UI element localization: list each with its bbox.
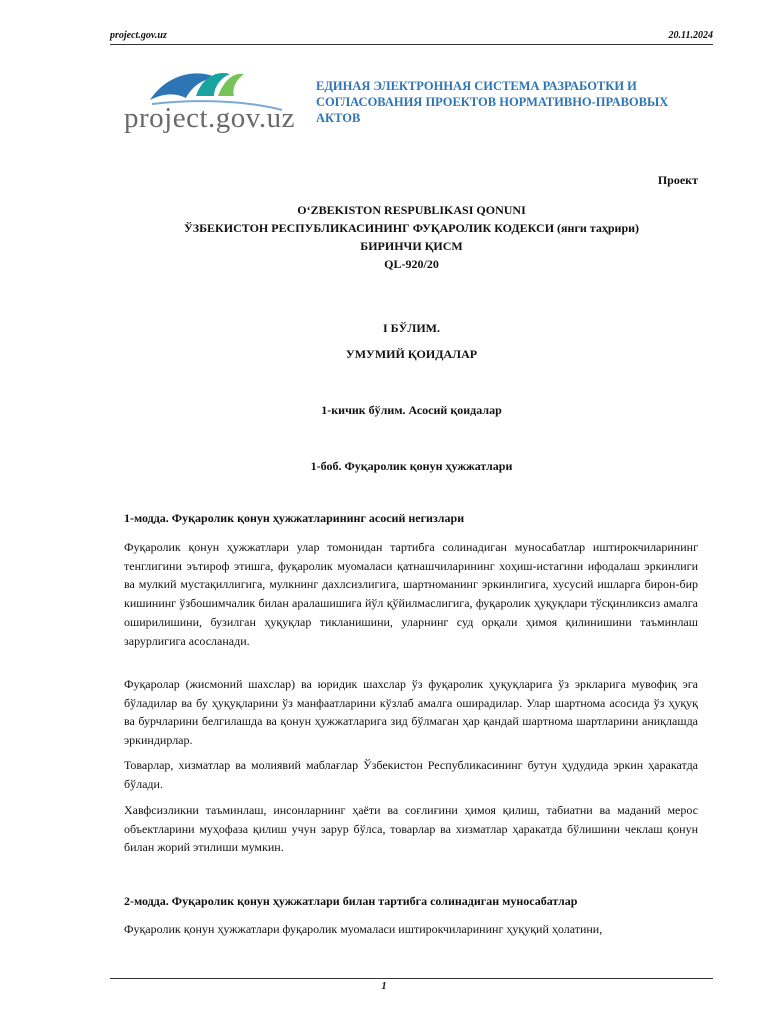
section-number: I БЎЛИМ. <box>382 321 440 335</box>
title-line: БИРИНЧИ ҚИСМ <box>360 239 463 253</box>
chapter-title: 1-боб. Фуқаролик қонун ҳужжатлари <box>310 459 513 473</box>
title-line: QL-920/20 <box>384 257 439 271</box>
header-divider <box>110 44 713 45</box>
draft-label: Проект <box>657 173 698 187</box>
paragraph: Фуқаролар (жисмоний шахслар) ва юридик шахслар ўз фуқаролик ҳуқуқларига ўз эркларига мувофиқ эга бўладилар ва бу ҳуқуқларини ўз манфаатларини кўзлаб амалга оширадилар. Улар шартнома асосида ўз ҳуқуқ ва бурчларини белгилашда ва қонун ҳужжатларига зид бўлмаган ҳар қандай шартнома шартларини аниқлашда эркиндирлар. <box>124 677 698 748</box>
footer-divider <box>110 978 713 979</box>
header-date: 20.11.2024 <box>668 30 713 41</box>
subsection-title: 1-кичик бўлим. Асосий қоидалар <box>321 403 502 417</box>
system-title: ЕДИНАЯ ЭЛЕКТРОННАЯ СИСТЕМА РАЗРАБОТКИ И СОГЛАСОВАНИЯ ПРОЕКТОВ НОРМАТИВНО-ПРАВОВЫХ АКТОВ <box>316 79 669 125</box>
paragraph: Товарлар, хизматлар ва молиявий маблағлар Ўзбекистон Республикасининг бутун ҳудудида эркин ҳаракатда бўлади. <box>124 758 698 791</box>
title-line: O‘ZBEKISTON RESPUBLIKASI QONUNI <box>297 203 526 217</box>
page-number: 1 <box>381 981 387 992</box>
article-2-title: 2-модда. Фуқаролик қонун ҳужжатлари билан тартибга солинадиган муносабатлар <box>124 894 578 908</box>
section-title: УМУМИЙ ҚОИДАЛАР <box>345 347 478 361</box>
title-line: ЎЗБЕКИСТОН РЕСПУБЛИКАСИНИНГ ФУҚАРОЛИК КОДЕКСИ (янги таҳрири) <box>183 221 640 235</box>
paragraph: Фуқаролик қонун ҳужжатлари улар томонидан тартибга солинадиган муносабатлар иштирокчиларининг тенглигини эътироф этишга, фуқаролик муомаласи қатнашчиларининг хоҳиш-истагини ифодалаш эркинлиги ва мулкий мустақиллигига, мулкнинг дахлсизлигига, шартноманинг эркинлигига, хусусий ишларга бирон-бир кишининг ўзбошимчалик билан аралашишига йўл қўйилмаслигига, фуқаролик ҳуқуқлари тўсқинликсиз амалга оширилишини, бузилган ҳуқуқлар тикланишини, уларнинг суд орқали ҳимоя қилинишини таъминлаш зарурлигига асосланади. <box>124 540 698 648</box>
paragraph: Фуқаролик қонун ҳужжатлари фуқаролик муомаласи иштирокчиларининг ҳуқуқий ҳолатини, <box>124 922 603 936</box>
document-title <box>110 201 713 273</box>
logo-text: project.gov.uz <box>124 102 296 134</box>
header-site: project.gov.uz <box>110 30 167 41</box>
article-1-title: 1-модда. Фуқаролик қонун ҳужжатларининг асосий негизлари <box>124 511 465 525</box>
paragraph: Хавфсизликни таъминлаш, инсонларнинг ҳаёти ва соғлиғини ҳимоя қилиш, табиатни ва маданий мерос объектларини муҳофаза қилиш учун зарур бўлса, товарлар ва хизматлар ҳаракатда бўлишини чеклаш қонун билан жорий этилиши мумкин. <box>124 803 698 855</box>
